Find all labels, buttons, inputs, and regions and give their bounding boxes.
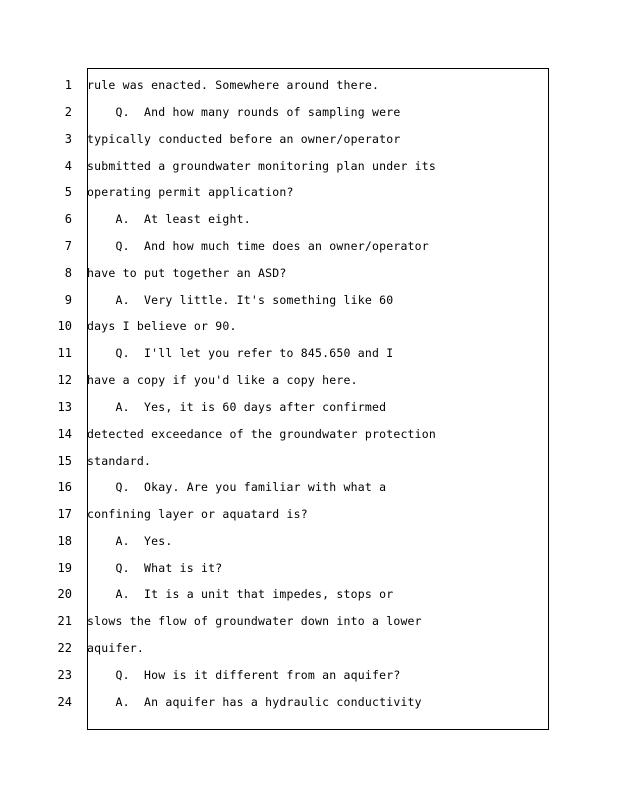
line-text: A. An aquifer has a hydraulic conductivity <box>87 695 422 709</box>
line-number: 6 <box>64 212 72 226</box>
line-number: 1 <box>64 78 72 92</box>
transcript-line-1 <box>0 75 618 95</box>
line-text: have a copy if you'd like a copy here. <box>87 373 358 387</box>
line-text: A. Very little. It's something like 60 <box>87 293 394 307</box>
transcript-line-23 <box>0 665 618 685</box>
line-text: aquifer. <box>87 641 144 655</box>
line-text: slows the flow of groundwater down into a lower <box>87 614 422 628</box>
transcript-line-11 <box>0 343 618 363</box>
line-number: 24 <box>57 695 72 709</box>
line-number: 2 <box>64 105 72 119</box>
line-number: 20 <box>57 587 72 601</box>
transcript-line-6 <box>0 209 618 229</box>
line-text: A. Yes, it is 60 days after confirmed <box>87 400 387 414</box>
transcript-line-14 <box>0 424 618 444</box>
line-number: 9 <box>64 293 72 307</box>
line-number: 8 <box>64 266 72 280</box>
line-text: confining layer or aquatard is? <box>87 507 308 521</box>
line-text: Q. Okay. Are you familiar with what a <box>87 480 387 494</box>
line-text: submitted a groundwater monitoring plan under its <box>87 159 437 173</box>
line-number: 7 <box>64 239 72 253</box>
transcript-line-13 <box>0 397 618 417</box>
transcript-line-24 <box>0 692 618 712</box>
line-text: A. It is a unit that impedes, stops or <box>87 587 394 601</box>
line-text: Q. How is it different from an aquifer? <box>87 668 401 682</box>
line-text: Q. I'll let you refer to 845.650 and I <box>87 346 394 360</box>
line-text: Q. What is it? <box>87 561 223 575</box>
line-text: have to put together an ASD? <box>87 266 287 280</box>
line-number: 4 <box>64 159 72 173</box>
line-text: detected exceedance of the groundwater protection <box>87 427 437 441</box>
transcript-line-3 <box>0 129 618 149</box>
line-text: standard. <box>87 454 152 468</box>
transcript-line-9 <box>0 290 618 310</box>
transcript-line-19 <box>0 558 618 578</box>
transcript-line-21 <box>0 611 618 631</box>
transcript-line-15 <box>0 451 618 471</box>
line-text: days I believe or 90. <box>87 319 237 333</box>
transcript-line-5 <box>0 182 618 202</box>
transcript-line-8 <box>0 263 618 283</box>
transcript-line-18 <box>0 531 618 551</box>
transcript-line-7 <box>0 236 618 256</box>
line-text: operating permit application? <box>87 185 294 199</box>
line-text: A. Yes. <box>87 534 173 548</box>
line-number: 5 <box>64 185 72 199</box>
line-number: 17 <box>57 507 72 521</box>
transcript-line-2 <box>0 102 618 122</box>
line-text: Q. And how many rounds of sampling were <box>87 105 401 119</box>
transcript-line-20 <box>0 584 618 604</box>
transcript-line-4 <box>0 156 618 176</box>
line-number: 19 <box>57 561 72 575</box>
line-number: 18 <box>57 534 72 548</box>
line-text: Q. And how much time does an owner/operator <box>87 239 429 253</box>
line-number: 22 <box>57 641 72 655</box>
transcript-line-16 <box>0 477 618 497</box>
line-number: 21 <box>57 614 72 628</box>
line-number: 13 <box>57 400 72 414</box>
transcript-line-22 <box>0 638 618 658</box>
line-number: 14 <box>57 427 72 441</box>
line-number: 23 <box>57 668 72 682</box>
line-number: 16 <box>57 480 72 494</box>
line-text: rule was enacted. Somewhere around there. <box>87 78 380 92</box>
transcript-line-17 <box>0 504 618 524</box>
line-number: 3 <box>64 132 72 146</box>
line-number: 15 <box>57 454 72 468</box>
line-text: A. At least eight. <box>87 212 251 226</box>
line-number: 11 <box>57 346 72 360</box>
line-number: 10 <box>57 319 72 333</box>
transcript-line-12 <box>0 370 618 390</box>
transcript-line-10 <box>0 316 618 336</box>
line-number: 12 <box>57 373 72 387</box>
line-text: typically conducted before an owner/operator <box>87 132 401 146</box>
